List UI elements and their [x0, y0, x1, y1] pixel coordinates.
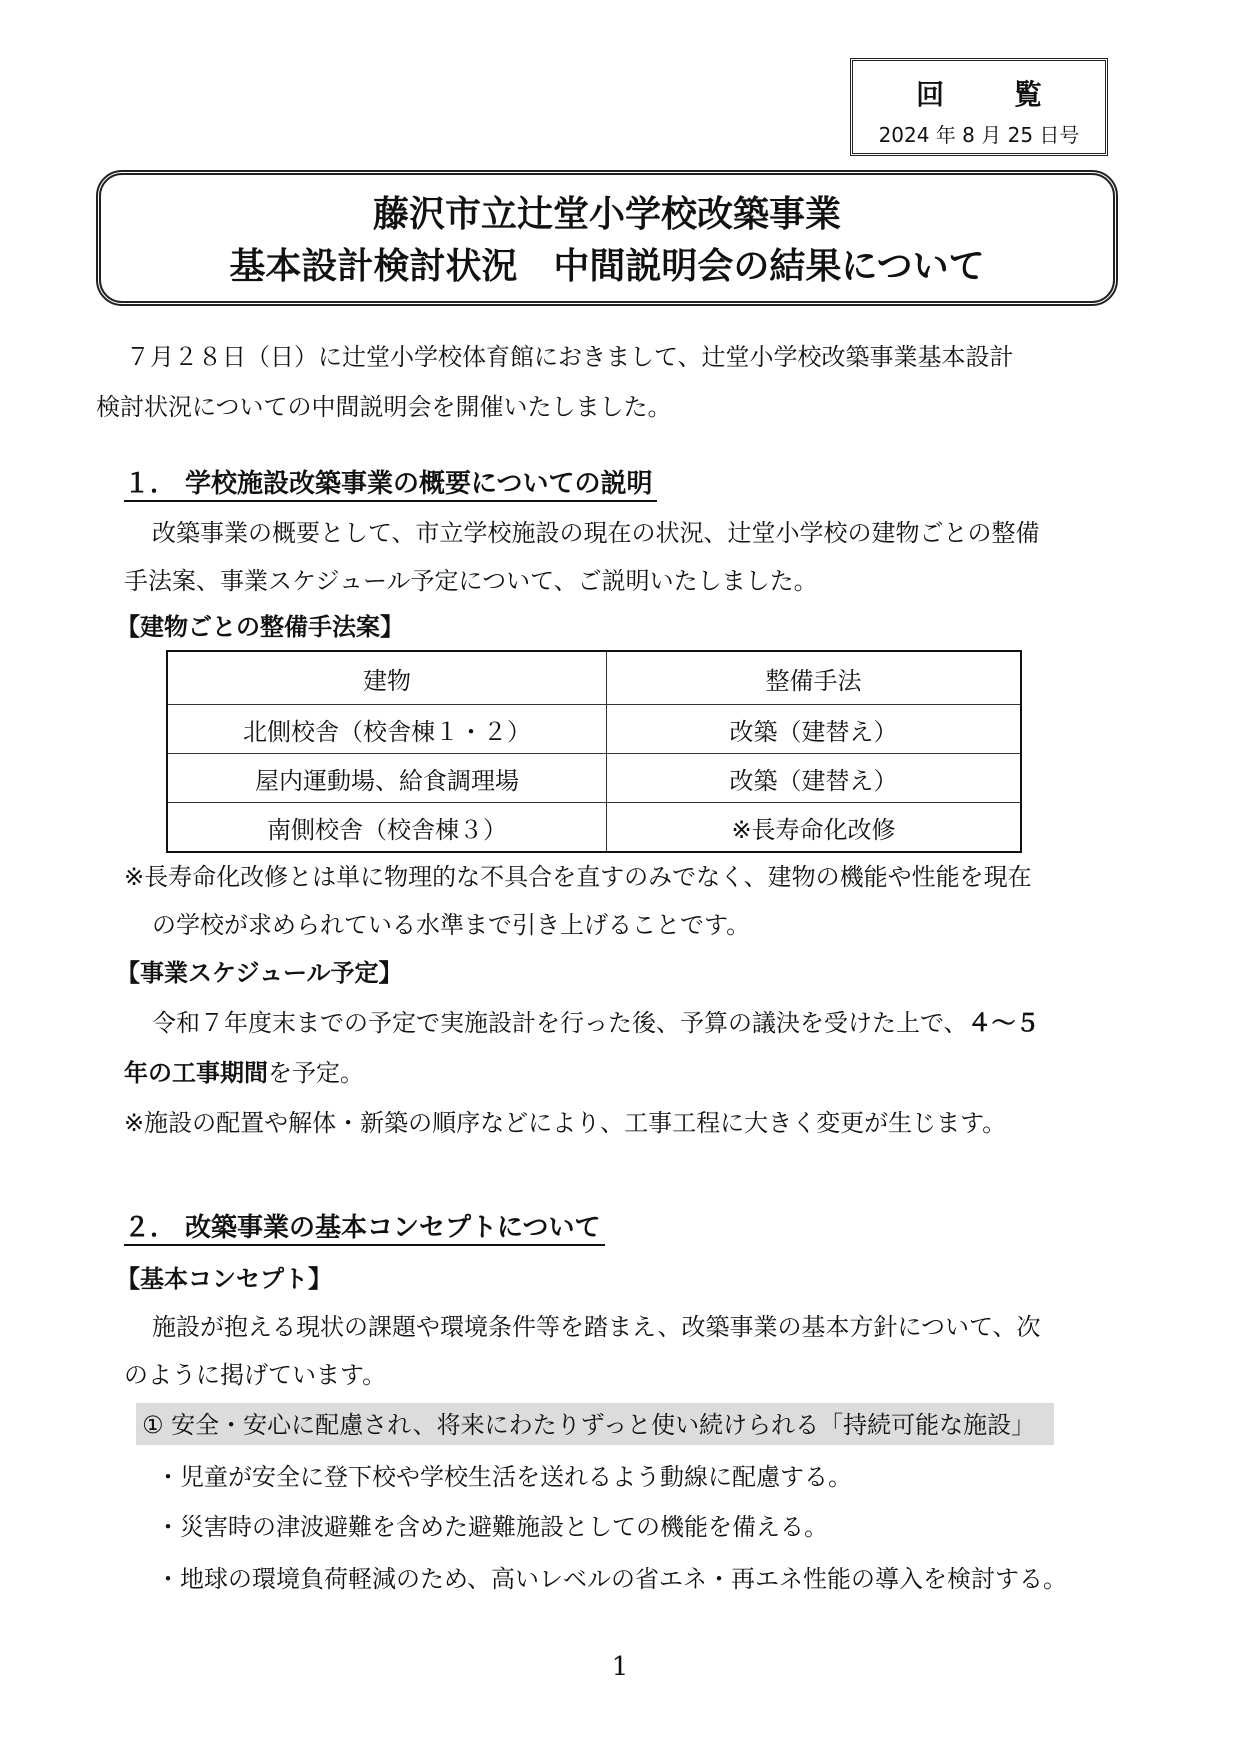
circulation-title: 回 覧: [916, 78, 1072, 111]
intro-line-2: 検討状況についての中間説明会を開催いたしました。: [96, 393, 672, 421]
circulation-stamp: [850, 58, 1108, 156]
section-1-para-line-1: 改築事業の概要として、市立学校施設の現在の状況、辻堂小学校の建物ごとの整備: [152, 519, 1040, 547]
title-line-1: 藤沢市立辻堂小学校改築事業: [372, 194, 841, 235]
table-cell: 屋内運動場、給食調理場: [167, 754, 607, 803]
construction-years: ４～５: [967, 1009, 1040, 1037]
table-cell: 改築（建替え）: [607, 705, 1022, 754]
intro-line-1: ７月２８日（日）に辻堂小学校体育館におきまして、辻堂小学校改築事業基本設計: [126, 343, 1014, 371]
table-row: [167, 705, 1021, 754]
table-cell: ※長寿命化改修: [607, 803, 1022, 853]
table-cell: 北側校舎（校舎棟１・２）: [167, 705, 607, 754]
schedule-text: を予定。: [268, 1059, 364, 1087]
table-header-row: [167, 651, 1021, 705]
table-row: [167, 754, 1021, 803]
schedule-heading: 【事業スケジュール予定】: [116, 959, 403, 987]
title-line-2: 基本設計検討状況 中間説明会の結果について: [229, 246, 985, 287]
note-line-1: ※長寿命化改修とは単に物理的な不具合を直すのみでなく、建物の機能や性能を現在: [124, 863, 1032, 891]
maintenance-plan-table: [166, 650, 1022, 853]
list-item: ・児童が安全に登下校や学校生活を送れるよう動線に配慮する。: [156, 1463, 852, 1491]
table-heading: 【建物ごとの整備手法案】: [116, 613, 404, 641]
table-header-method: 整備手法: [607, 651, 1022, 705]
schedule-text: 令和７年度末までの予定で実施設計を行った後、予算の議決を受けた上で、: [152, 1009, 968, 1037]
section-2-heading: ２． 改築事業の基本コンセプトについて: [124, 1212, 605, 1246]
table-row: [167, 803, 1021, 853]
list-item: ・災害時の津波避難を含めた避難施設としての機能を備える。: [156, 1513, 828, 1541]
page-number: 1: [611, 1652, 629, 1682]
table-header-building: 建物: [167, 651, 607, 705]
section-2-para-line-1: 施設が抱える現状の課題や環境条件等を踏まえ、改築事業の基本方針について、次: [152, 1313, 1041, 1341]
table-cell: 改築（建替え）: [607, 754, 1022, 803]
schedule-line-2: [124, 1058, 364, 1088]
construction-period: 年の工事期間: [124, 1059, 268, 1087]
section-1-heading: １． 学校施設改築事業の概要についての説明: [124, 468, 657, 502]
note-line-2: の学校が求められている水準まで引き上げることです。: [152, 911, 751, 939]
policy-1: ① 安全・安心に配慮され、将来にわたりずっと使い続けられる「持続可能な施設」: [142, 1411, 1036, 1439]
concept-heading: 【基本コンセプト】: [116, 1265, 332, 1293]
document-title: [96, 170, 1118, 306]
issue-date: 2024 年 8 月 25 日号: [878, 123, 1080, 147]
table-cell: 南側校舎（校舎棟３）: [167, 803, 607, 853]
schedule-line-1: [152, 1008, 1040, 1038]
list-item: ・地球の環境負荷軽減のため、高いレベルの省エネ・再エネ性能の導入を検討する。: [156, 1565, 1068, 1593]
schedule-note: ※施設の配置や解体・新築の順序などにより、工事工程に大きく変更が生じます。: [124, 1109, 1007, 1137]
section-2-para-line-2: のように掲げています。: [124, 1361, 387, 1389]
section-1-para-line-2: 手法案、事業スケジュール予定について、ご説明いたしました。: [124, 567, 818, 595]
